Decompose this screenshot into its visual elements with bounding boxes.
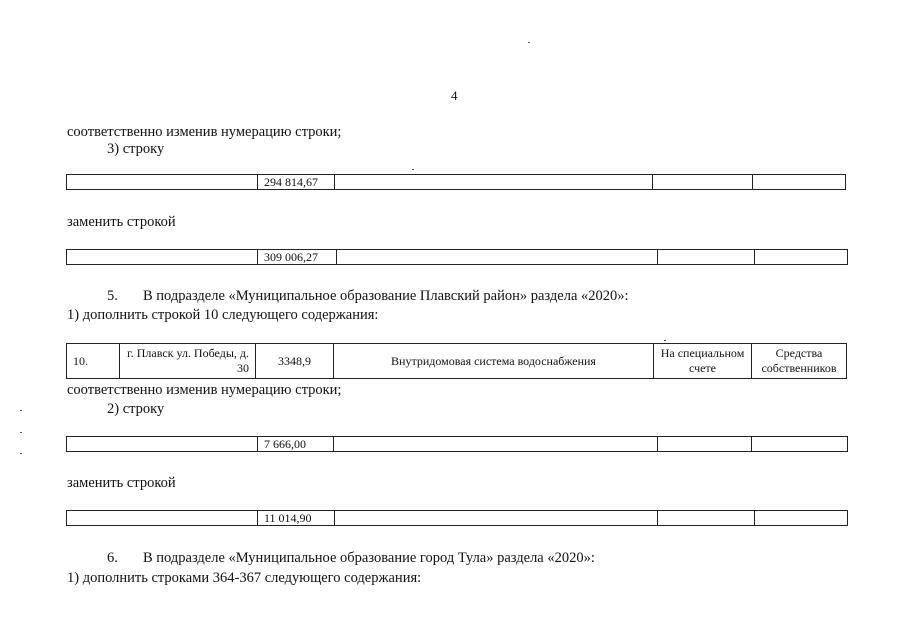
scan-speck: [528, 42, 530, 43]
text-replace-label-1: заменить строкой: [67, 214, 176, 230]
cell-row-number: 10.: [67, 344, 120, 379]
section-6-subline: 1) дополнить строками 364-367 следующего содержания:: [67, 570, 422, 586]
section-number: 6.: [107, 550, 118, 566]
cell-funding-source: Средства собственников: [752, 344, 847, 379]
section-title: В подразделе «Муниципальное образование Плавский район» раздела «2020»:: [143, 288, 629, 304]
table-new-row-10: [66, 343, 847, 379]
table-row-new-1: [66, 249, 848, 265]
scan-speck: [664, 340, 666, 341]
cell-empty: [755, 511, 848, 526]
cell-empty: [658, 250, 755, 265]
cell-empty: [658, 437, 752, 452]
cell-empty: [67, 250, 258, 265]
cell-empty: [755, 250, 848, 265]
scan-speck: [20, 410, 22, 411]
text-replace-label-2: заменить строкой: [67, 475, 176, 491]
text-row-2-label: 2) строку: [107, 401, 165, 417]
cell-empty: [67, 511, 258, 526]
section-title: В подразделе «Муниципальное образование город Тула» раздела «2020»:: [143, 550, 595, 566]
cell-empty: [337, 250, 658, 265]
section-number: 5.: [107, 288, 118, 304]
cell-empty: [753, 175, 846, 190]
table-row-old-2: [66, 436, 848, 452]
cell-empty: [334, 437, 658, 452]
cell-value: 11 014,90: [258, 511, 335, 526]
cell-empty: [67, 437, 258, 452]
text-renumber-note: соответственно изменив нумерацию строки;: [67, 382, 342, 398]
cell-address: г. Плавск ул. Победы, д. 30: [120, 344, 256, 379]
scan-speck: [20, 453, 22, 454]
text-row-3-label: 3) строку: [107, 141, 165, 157]
cell-empty: [335, 511, 658, 526]
cell-value: 309 006,27: [258, 250, 337, 265]
table-row-old-1: [66, 174, 846, 190]
cell-empty: [335, 175, 653, 190]
scan-speck: [20, 432, 22, 433]
cell-empty: [653, 175, 753, 190]
section-5-subline: 1) дополнить строкой 10 следующего содержания:: [67, 307, 379, 323]
text-renumber-note: соответственно изменив нумерацию строки;: [67, 124, 342, 140]
section-6-heading: [107, 550, 595, 567]
cell-account: На специальном счете: [654, 344, 752, 379]
cell-empty: [658, 511, 755, 526]
cell-work-type: Внутридомовая система водоснабжения: [334, 344, 654, 379]
scan-speck: [412, 169, 414, 170]
page-number: 4: [451, 88, 458, 103]
cell-empty: [752, 437, 848, 452]
cell-area: 3348,9: [256, 344, 334, 379]
table-row-new-2: [66, 510, 848, 526]
cell-empty: [67, 175, 258, 190]
section-5-heading: [107, 288, 629, 305]
cell-value: 294 814,67: [258, 175, 335, 190]
cell-value: 7 666,00: [258, 437, 334, 452]
